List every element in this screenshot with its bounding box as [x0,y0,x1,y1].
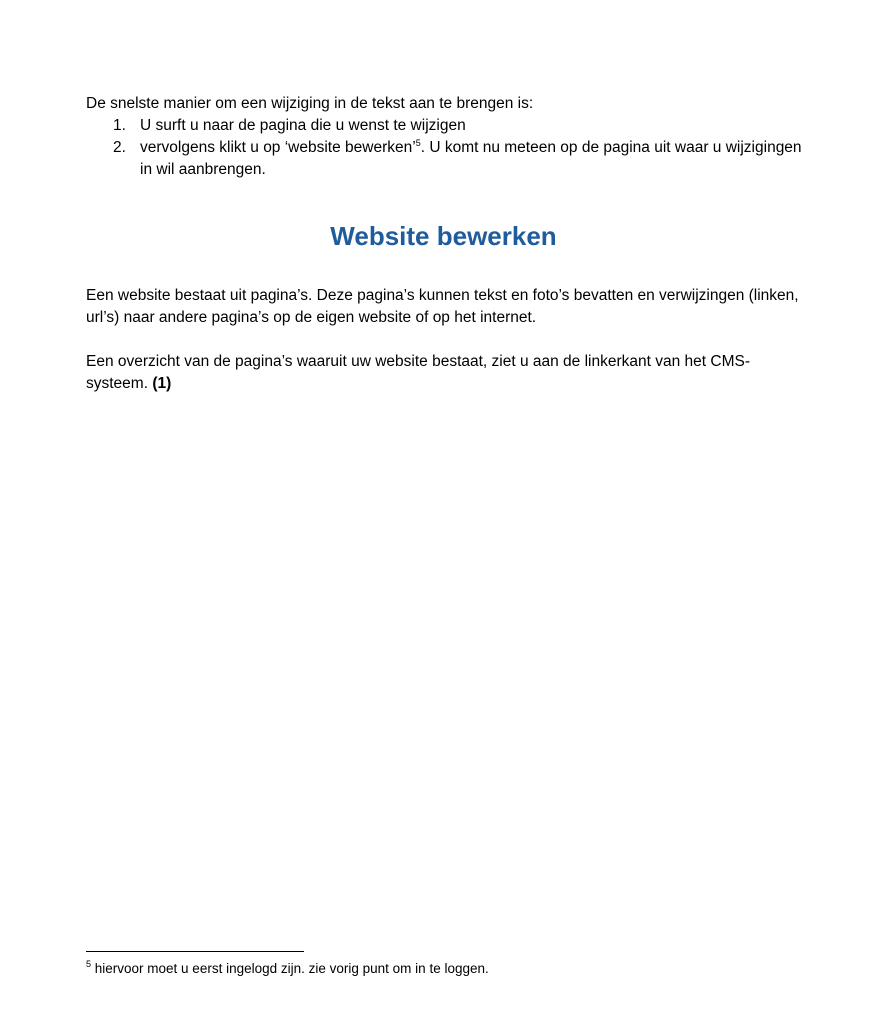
list-item-text: U surft u naar de pagina die u wenst te wijzigen [140,117,466,134]
intro-text: De snelste manier om een wijziging in de tekst aan te brengen is: [86,95,534,112]
steps-list [86,115,806,181]
paragraph-text: Een overzicht van de pagina’s waaruit uw website bestaat, ziet u aan de linkerkant van het CMS-systeem. [86,353,751,392]
paragraph: Een website bestaat uit pagina’s. Deze pagina’s kunnen tekst en foto’s bevatten en verwijzingen (linken, url’s) naar andere pagina’s op de eigen website of op het internet. [86,287,799,326]
footnote-separator [86,951,304,952]
section-heading: Website bewerken [330,221,557,251]
list-item-text: vervolgens klikt u op ‘website bewerken’ [140,139,416,156]
list-item-number: 2. [113,139,126,156]
paragraph [86,351,806,395]
footnote-text: hiervoor moet u eerst ingelogd zijn. zie vorig punt om in te loggen. [91,961,489,976]
footnote-number: 5 [86,959,92,969]
list-item-text-continued: . U komt nu meteen op de pagina uit waar u wijzigingen in wil aanbrengen. [140,139,802,178]
list-item [86,137,806,181]
footnote-reference[interactable]: 5 [415,138,421,148]
figure-reference: (1) [152,375,172,392]
list-item-number: 1. [113,117,126,134]
footnote [86,959,806,979]
list-item [86,115,806,137]
